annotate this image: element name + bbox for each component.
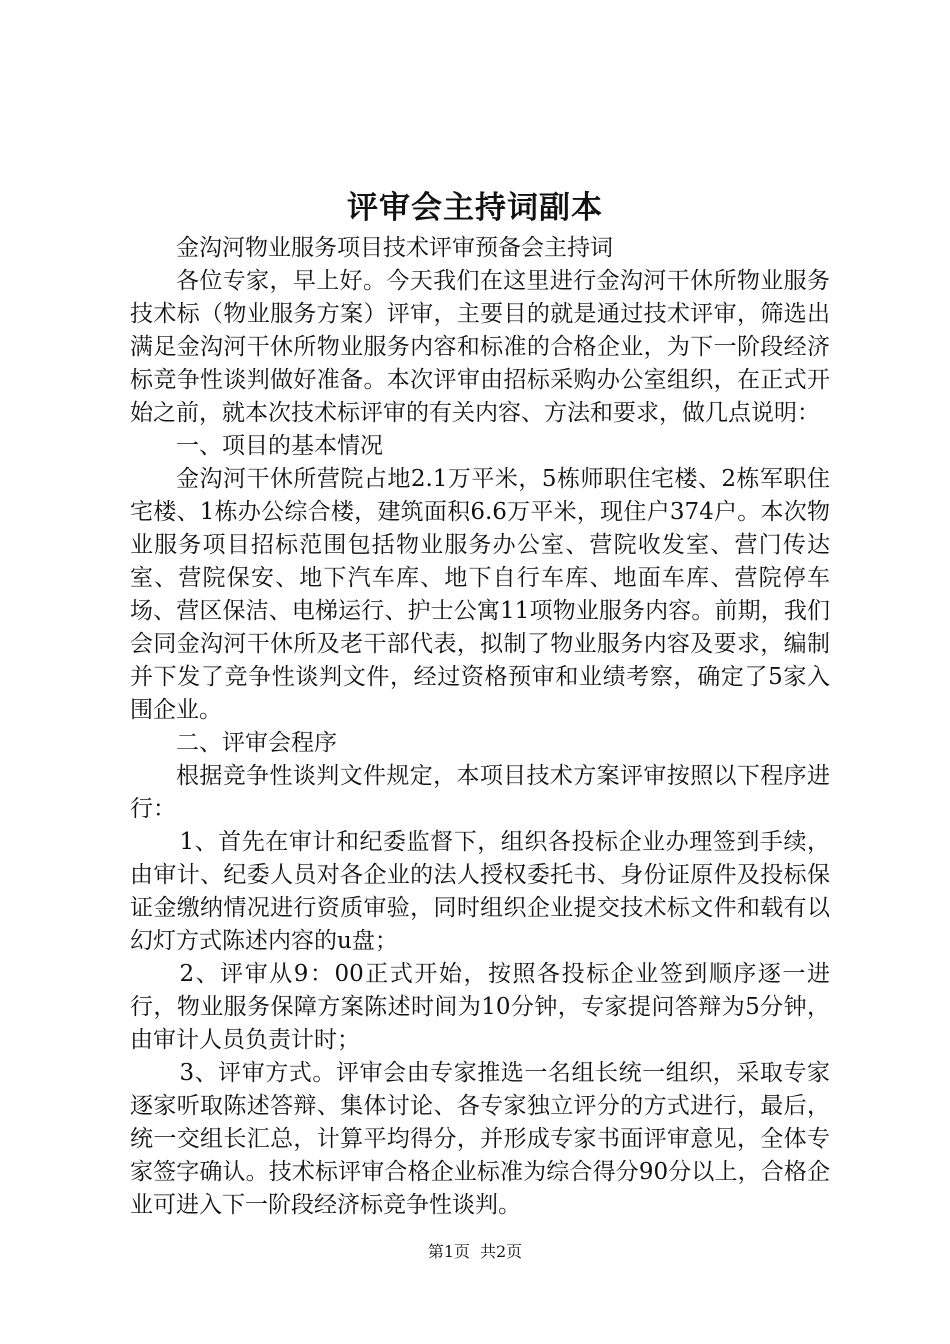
section-heading-basic-info: 一、项目的基本情况 bbox=[176, 433, 383, 459]
paragraph-basic-info: 金沟河干休所营院占地2.1万平米，5栋师职住宅楼、2栋军职住宅楼、1栋办公综合楼，建筑面积6.6万平米，现住户374户。本次物业服务项目招标范围包括物业服务办公室、营院收发室、营门传达室、营院保安、地下汽车库、地下自行车库、地面车库、营院停车场、营区保洁、电梯运行、护士公寓11项物业服务内容。前期，我们会同金沟河干休所及老干部代表，拟制了物业服务内容及要求，编制并下发了竞争性谈判文件，经过资格预审和业绩考察，确定了5家入围企业。 bbox=[130, 466, 830, 723]
page-number-current: 第1页 bbox=[427, 1242, 470, 1261]
section-heading-procedure: 二、评审会程序 bbox=[176, 730, 337, 756]
paragraph-procedure-intro: 根据竞争性谈判文件规定，本项目技术方案评审按照以下程序进行： bbox=[130, 763, 830, 822]
document-title: 评审会主持词副本 bbox=[347, 190, 603, 226]
paragraph-subtitle: 金沟河物业服务项目技术评审预备会主持词 bbox=[176, 235, 613, 261]
document-body bbox=[130, 232, 830, 1222]
page-footer bbox=[0, 1240, 950, 1264]
page-number-total: 共2页 bbox=[480, 1242, 523, 1261]
paragraph-step-2: 2、评审从9：00正式开始，按照各投标企业签到顺序逐一进行，物业服务保障方案陈述时间为10分钟，专家提问答辩为5分钟，由审计人员负责计时； bbox=[130, 961, 830, 1053]
paragraph-step-1: 1、首先在审计和纪委监督下，组织各投标企业办理签到手续，由审计、纪委人员对各企业的法人授权委托书、身份证原件及投标保证金缴纳情况进行资质审验，同时组织企业提交技术标文件和载有以幻灯方式陈述内容的u盘； bbox=[130, 829, 830, 954]
paragraph-step-3: 3、评审方式。评审会由专家推选一名组长统一组织，采取专家逐家听取陈述答辩、集体讨论、各专家独立评分的方式进行，最后，统一交组长汇总，计算平均得分，并形成专家书面评审意见，全体专家签字确认。技术标评审合格企业标准为综合得分90分以上，合格企业可进入下一阶段经济标竞争性谈判。 bbox=[130, 1060, 830, 1218]
paragraph-greeting: 各位专家，早上好。今天我们在这里进行金沟河干休所物业服务技术标（物业服务方案）评审，主要目的就是通过技术评审，筛选出满足金沟河干休所物业服务内容和标准的合格企业，为下一阶段经济标竞争性谈判做好准备。本次评审由招标采购办公室组织，在正式开始之前，就本次技术标评审的有关内容、方法和要求，做几点说明： bbox=[130, 268, 830, 426]
